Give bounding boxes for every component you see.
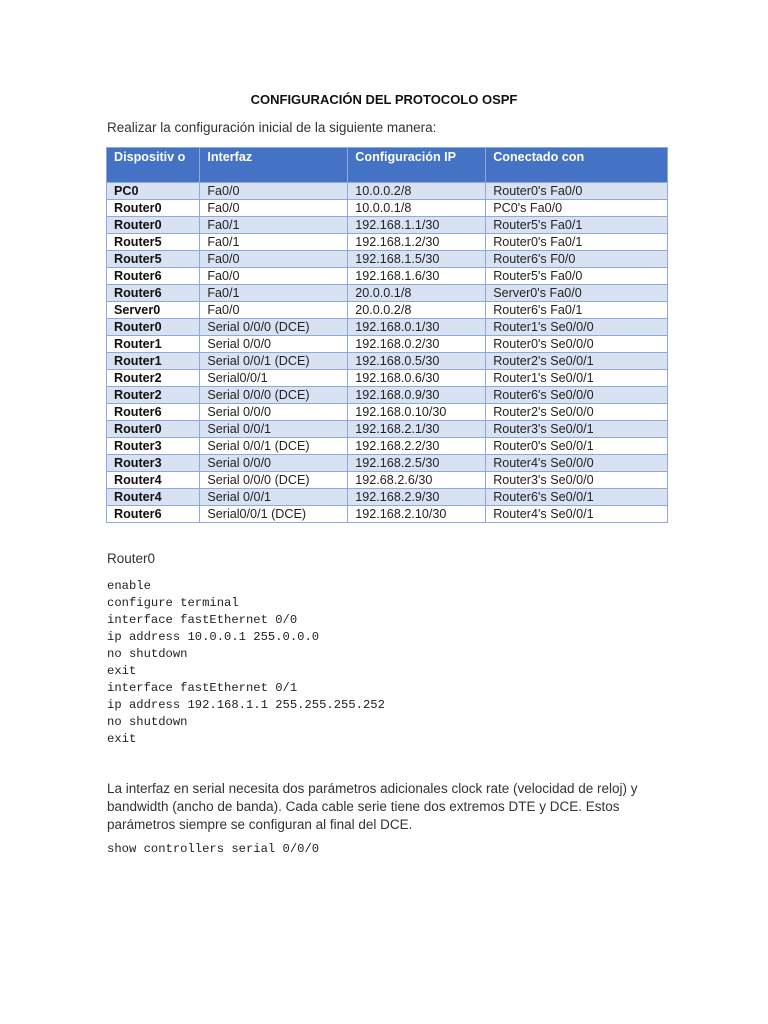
page-title: CONFIGURACIÓN DEL PROTOCOLO OSPF (250, 92, 518, 107)
table-row (107, 472, 668, 489)
cell-connected: Router0's Se0/0/1 (486, 438, 668, 455)
cell-interface: Fa0/0 (200, 183, 348, 200)
cell-ip: 192.168.2.9/30 (348, 489, 486, 506)
cell-connected: Server0's Fa0/0 (486, 285, 668, 302)
cell-ip: 192.168.1.2/30 (348, 234, 486, 251)
cell-ip: 192.168.2.2/30 (348, 438, 486, 455)
cell-interface: Fa0/1 (200, 234, 348, 251)
cell-interface: Serial 0/0/1 (DCE) (200, 353, 348, 370)
table-row (107, 336, 668, 353)
code-line: ip address 192.168.1.1 255.255.255.252 (107, 698, 385, 712)
table-row (107, 319, 668, 336)
cell-interface: Fa0/0 (200, 200, 348, 217)
code-line: no shutdown (107, 715, 188, 729)
table-header-row (107, 148, 668, 183)
cell-device: Router2 (107, 387, 200, 404)
intro-text: Realizar la configuración inicial de la siguiente manera: (107, 120, 437, 135)
cell-connected: Router6's Fa0/1 (486, 302, 668, 319)
cell-connected: Router4's Se0/0/1 (486, 506, 668, 523)
cell-device: Router0 (107, 319, 200, 336)
cell-connected: Router5's Fa0/1 (486, 217, 668, 234)
cell-device: Router6 (107, 404, 200, 421)
cell-device: Router4 (107, 489, 200, 506)
cell-interface: Serial0/0/1 (200, 370, 348, 387)
code-line: enable (107, 579, 151, 593)
table-row (107, 200, 668, 217)
cell-ip: 192.168.1.5/30 (348, 251, 486, 268)
cell-interface: Fa0/0 (200, 302, 348, 319)
cell-device: Router0 (107, 217, 200, 234)
header-ip-config: Configuración IP (348, 148, 486, 183)
table-row (107, 404, 668, 421)
config-table (106, 147, 668, 523)
table-row (107, 489, 668, 506)
cell-interface: Serial 0/0/1 (200, 421, 348, 438)
header-interface: Interfaz (200, 148, 348, 183)
cell-interface: Serial 0/0/0 (200, 455, 348, 472)
code-block (107, 578, 385, 748)
cell-ip: 192.168.0.2/30 (348, 336, 486, 353)
cell-device: Router6 (107, 285, 200, 302)
cell-ip: 192.168.1.6/30 (348, 268, 486, 285)
cell-interface: Serial 0/0/1 (200, 489, 348, 506)
table-row (107, 251, 668, 268)
cell-interface: Fa0/0 (200, 268, 348, 285)
table-row (107, 285, 668, 302)
cell-device: Router1 (107, 336, 200, 353)
cell-interface: Serial 0/0/1 (DCE) (200, 438, 348, 455)
cell-device: Router5 (107, 251, 200, 268)
cell-connected: Router3's Se0/0/1 (486, 421, 668, 438)
code-line: configure terminal (107, 596, 239, 610)
cell-device: Router3 (107, 455, 200, 472)
cell-interface: Serial 0/0/0 (DCE) (200, 472, 348, 489)
code-line: interface fastEthernet 0/0 (107, 613, 298, 627)
cell-ip: 20.0.0.2/8 (348, 302, 486, 319)
table-row (107, 387, 668, 404)
cell-ip: 20.0.0.1/8 (348, 285, 486, 302)
cell-ip: 192.168.0.1/30 (348, 319, 486, 336)
cell-device: Router0 (107, 200, 200, 217)
cell-interface: Serial 0/0/0 (200, 336, 348, 353)
table-row (107, 183, 668, 200)
cell-connected: Router1's Se0/0/0 (486, 319, 668, 336)
cell-ip: 192.168.0.9/30 (348, 387, 486, 404)
command-line: show controllers serial 0/0/0 (107, 842, 320, 856)
cell-connected: Router6's Se0/0/1 (486, 489, 668, 506)
cell-ip: 10.0.0.1/8 (348, 200, 486, 217)
table-row (107, 438, 668, 455)
cell-interface: Fa0/1 (200, 285, 348, 302)
cell-device: Router0 (107, 421, 200, 438)
cell-device: Server0 (107, 302, 200, 319)
code-line: exit (107, 664, 137, 678)
table-row (107, 268, 668, 285)
table-row (107, 370, 668, 387)
cell-ip: 192.168.2.5/30 (348, 455, 486, 472)
cell-connected: Router6's Se0/0/0 (486, 387, 668, 404)
cell-device: Router6 (107, 506, 200, 523)
code-line: ip address 10.0.0.1 255.0.0.0 (107, 630, 320, 644)
section-label: Router0 (107, 551, 156, 566)
cell-ip: 192.168.2.1/30 (348, 421, 486, 438)
header-device: Dispositiv o (107, 148, 200, 183)
header-connected-to: Conectado con (486, 148, 668, 183)
cell-interface: Serial 0/0/0 (DCE) (200, 387, 348, 404)
cell-interface: Serial 0/0/0 (200, 404, 348, 421)
cell-device: Router6 (107, 268, 200, 285)
cell-ip: 192.168.0.10/30 (348, 404, 486, 421)
cell-connected: Router0's Se0/0/0 (486, 336, 668, 353)
table-row (107, 421, 668, 438)
cell-ip: 192.68.2.6/30 (348, 472, 486, 489)
cell-connected: Router1's Se0/0/1 (486, 370, 668, 387)
cell-connected: Router0's Fa0/0 (486, 183, 668, 200)
cell-device: Router2 (107, 370, 200, 387)
cell-device: Router5 (107, 234, 200, 251)
cell-interface: Serial 0/0/0 (DCE) (200, 319, 348, 336)
cell-connected: Router6's F0/0 (486, 251, 668, 268)
explanation-paragraph: La interfaz en serial necesita dos parámetros adicionales clock rate (velocidad de reloj) y bandwidth (ancho de banda). Cada cable serie tiene dos extremos DTE y DCE. Estos parámetros siempre se configuran al final del DCE. (107, 781, 638, 832)
cell-connected: Router2's Se0/0/0 (486, 404, 668, 421)
cell-connected: Router0's Fa0/1 (486, 234, 668, 251)
table-row (107, 506, 668, 523)
cell-device: PC0 (107, 183, 200, 200)
cell-connected: PC0's Fa0/0 (486, 200, 668, 217)
cell-ip: 192.168.0.6/30 (348, 370, 486, 387)
cell-connected: Router2's Se0/0/1 (486, 353, 668, 370)
table-body (107, 183, 668, 523)
table-row (107, 302, 668, 319)
table-row (107, 353, 668, 370)
cell-device: Router1 (107, 353, 200, 370)
code-line: exit (107, 732, 137, 746)
cell-interface: Fa0/1 (200, 217, 348, 234)
cell-ip: 192.168.0.5/30 (348, 353, 486, 370)
cell-ip: 192.168.2.10/30 (348, 506, 486, 523)
cell-ip: 10.0.0.2/8 (348, 183, 486, 200)
cell-device: Router3 (107, 438, 200, 455)
cell-interface: Fa0/0 (200, 251, 348, 268)
table-row (107, 217, 668, 234)
cell-ip: 192.168.1.1/30 (348, 217, 486, 234)
code-line: no shutdown (107, 647, 188, 661)
table-row (107, 455, 668, 472)
table-row (107, 234, 668, 251)
cell-connected: Router5's Fa0/0 (486, 268, 668, 285)
code-line: interface fastEthernet 0/1 (107, 681, 298, 695)
cell-connected: Router3's Se0/0/0 (486, 472, 668, 489)
cell-interface: Serial0/0/1 (DCE) (200, 506, 348, 523)
cell-device: Router4 (107, 472, 200, 489)
cell-connected: Router4's Se0/0/0 (486, 455, 668, 472)
